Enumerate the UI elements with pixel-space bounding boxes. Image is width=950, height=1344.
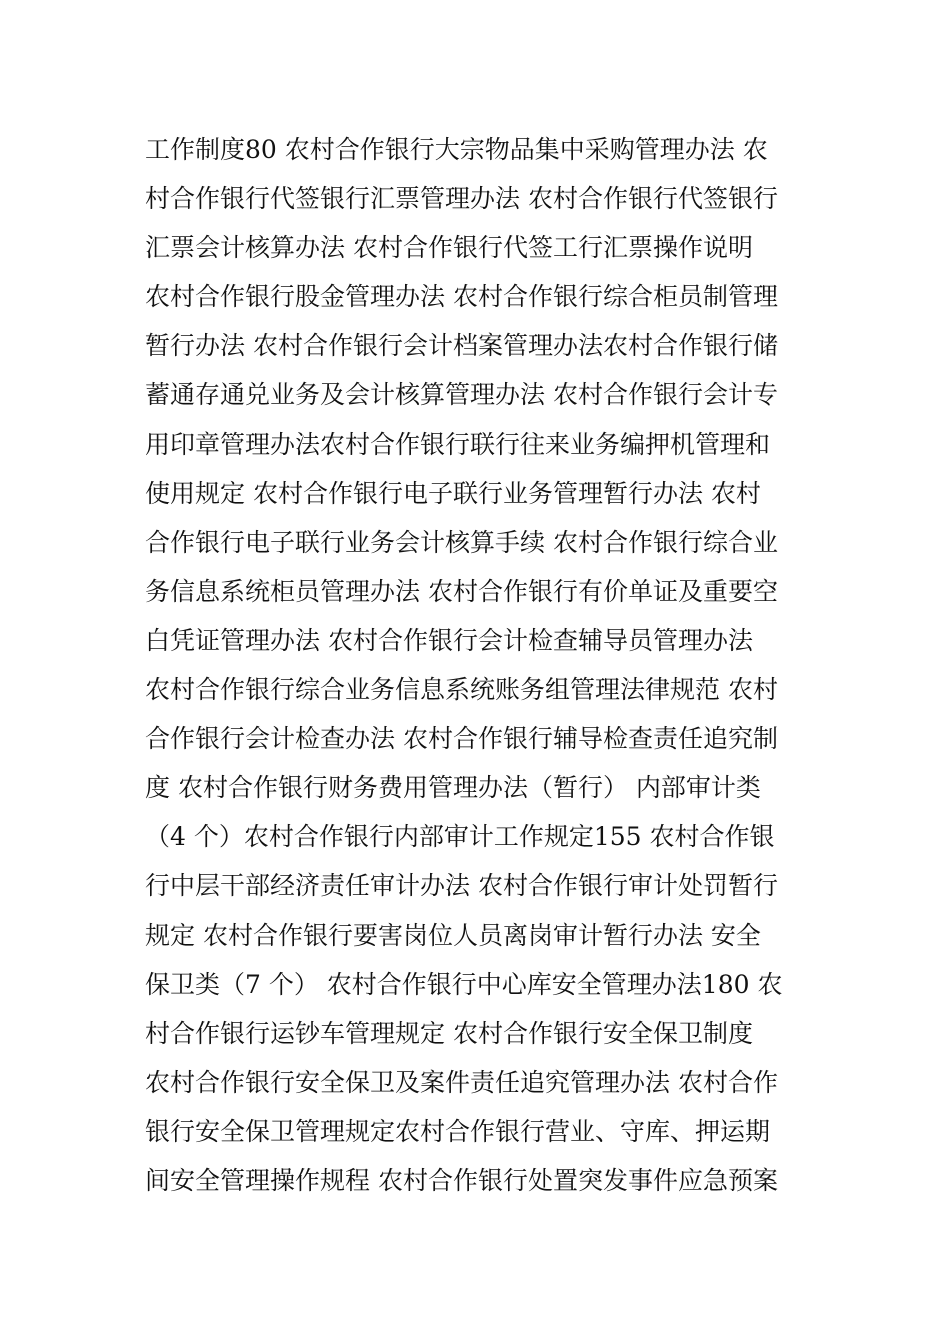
document-body xyxy=(145,125,815,1205)
text-line: 使用规定 农村合作银行电子联行业务管理暂行办法 农村 xyxy=(145,478,761,508)
text-line: 合作银行电子联行业务会计核算手续 农村合作银行综合业 xyxy=(145,527,778,557)
text-line: 银行安全保卫管理规定农村合作银行营业、守库、押运期 xyxy=(145,1116,771,1146)
text-line: 保卫类（7 个） 农村合作银行中心库安全管理办法180 农 xyxy=(145,969,783,999)
text-line: 合作银行会计检查办法 农村合作银行辅导检查责任追究制 xyxy=(145,724,778,754)
text-line: 暂行办法 农村合作银行会计档案管理办法农村合作银行储 xyxy=(145,331,778,361)
text-line: 工作制度80 农村合作银行大宗物品集中采购管理办法 农 xyxy=(145,135,768,164)
text-line: 蓄通存通兑业务及会计核算管理办法 农村合作银行会计专 xyxy=(145,380,778,410)
text-line: 农村合作银行股金管理办法 农村合作银行综合柜员制管理 xyxy=(145,282,778,312)
text-line: 村合作银行代签银行汇票管理办法 农村合作银行代签银行 xyxy=(145,184,778,214)
text-line: 间安全管理操作规程 农村合作银行处置突发事件应急预案 xyxy=(145,1165,778,1195)
text-line: 务信息系统柜员管理办法 农村合作银行有价单证及重要空 xyxy=(145,576,778,606)
text-line: 汇票会计核算办法 农村合作银行代签工行汇票操作说明 xyxy=(145,233,753,263)
text-line: 农村合作银行综合业务信息系统账务组管理法律规范 农村 xyxy=(145,675,778,705)
text-line: （4 个）农村合作银行内部审计工作规定155 农村合作银 xyxy=(145,822,775,852)
text-line: 农村合作银行安全保卫及案件责任追究管理办法 农村合作 xyxy=(145,1067,778,1097)
text-line: 规定 农村合作银行要害岗位人员离岗审计暂行办法 安全 xyxy=(145,920,761,950)
text-line: 白凭证管理办法 农村合作银行会计检查辅导员管理办法 xyxy=(145,625,753,655)
text-line: 用印章管理办法农村合作银行联行往来业务编押机管理和 xyxy=(145,429,771,459)
text-line: 度 农村合作银行财务费用管理办法（暂行） 内部审计类 xyxy=(145,773,761,803)
text-line: 行中层干部经济责任审计办法 农村合作银行审计处罚暂行 xyxy=(145,871,778,901)
text-line: 村合作银行运钞车管理规定 农村合作银行安全保卫制度 xyxy=(145,1018,753,1048)
